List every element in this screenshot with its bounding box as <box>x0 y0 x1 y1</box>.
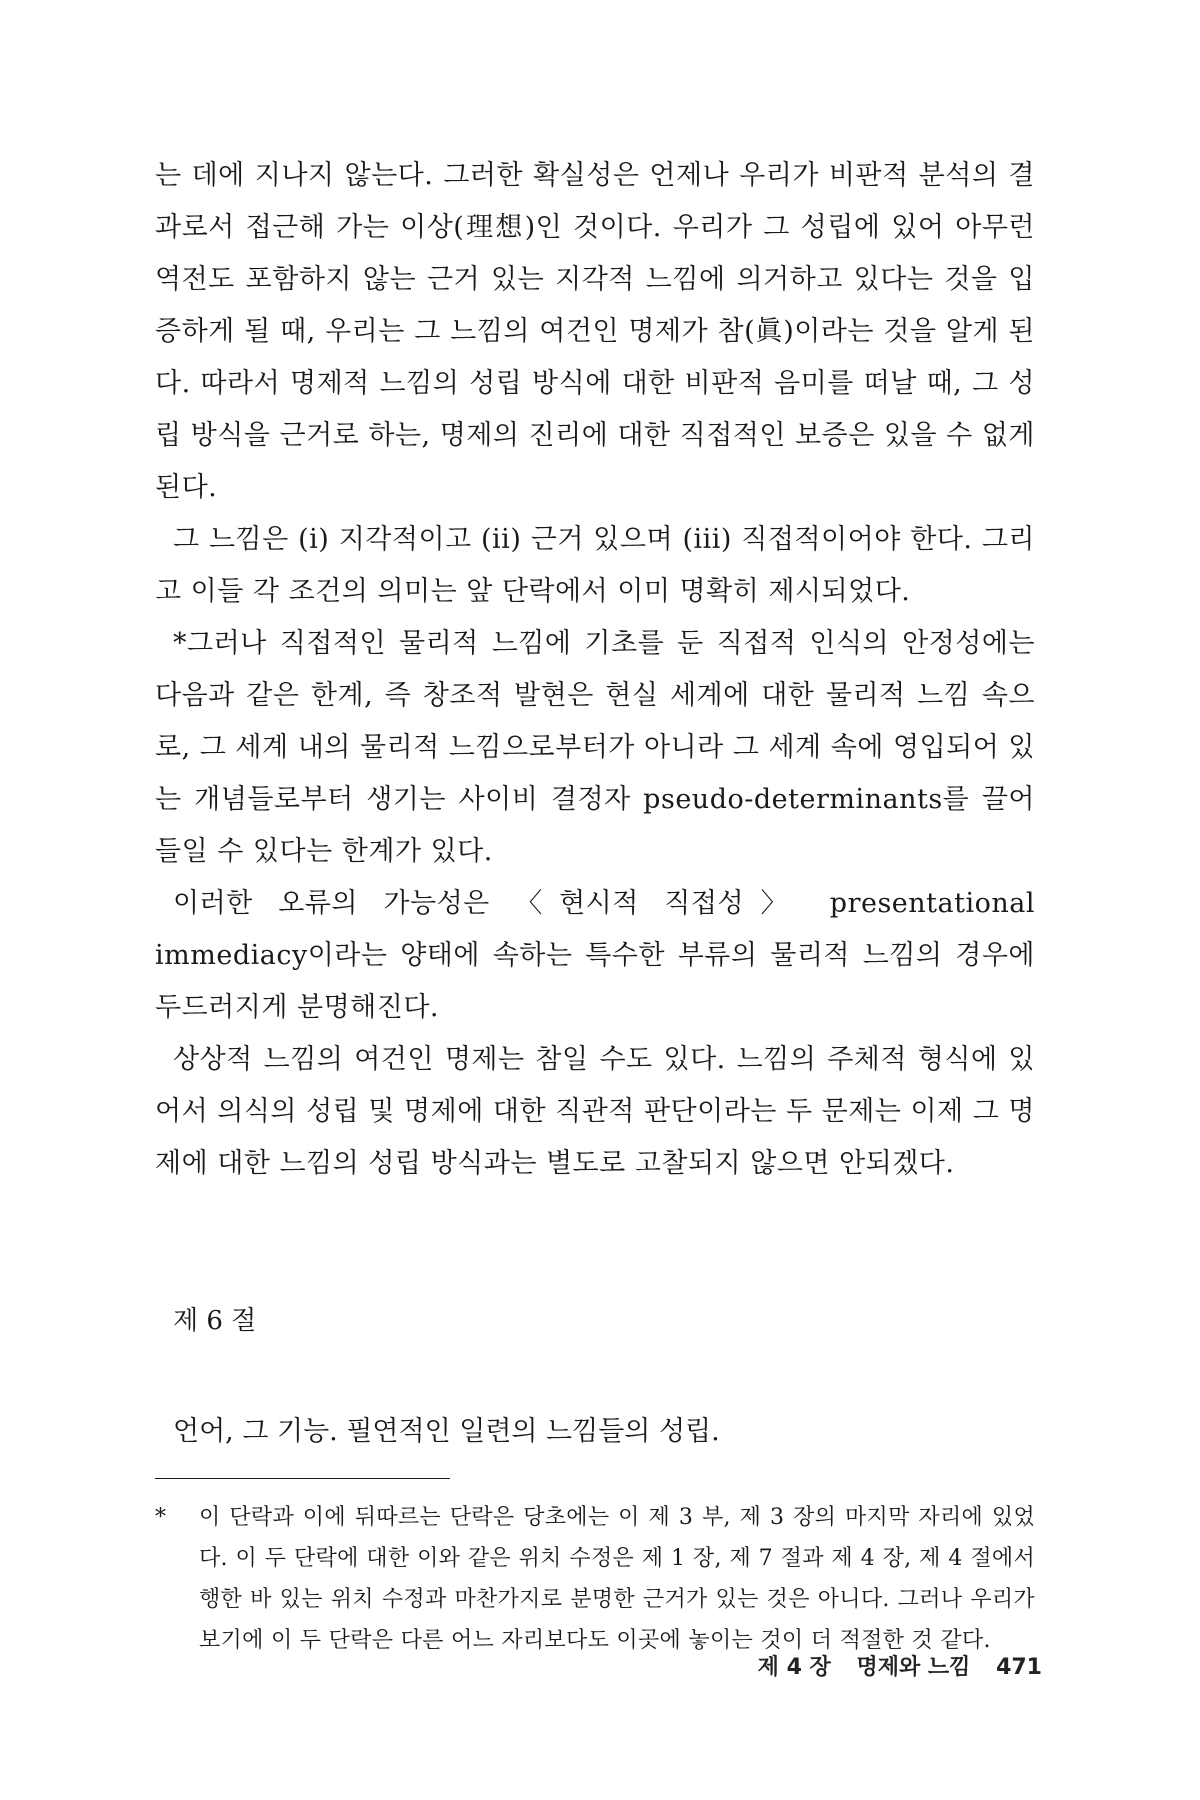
footnote-marker: * <box>155 1505 167 1530</box>
page-content <box>155 150 1035 1661</box>
footer-chapter-title: 명제와 느낌 <box>856 1655 971 1680</box>
body-paragraph-2: 그 느낌은 (i) 지각적이고 (ii) 근거 있으며 (iii) 직접적이어야 한다. 그리고 이들 각 조건의 의미는 앞 단락에서 이미 명확히 제시되었다. <box>155 524 1035 607</box>
body-paragraph-3: *그러나 직접적인 물리적 느낌에 기초를 둔 직접적 인식의 안정성에는 다음과 같은 한계, 즉 창조적 발현은 현실 세계에 대한 물리적 느낌 속으로, 그 세계 내의 물리적 느낌으로부터가 아니라 그 세계 속에 영입되어 있는 개념들로부터 생기는 사이비 결정자 pseudo-determinants를 끌어들일 수 있다는 한계가 있다. <box>155 628 1035 867</box>
running-footer <box>758 1650 1042 1681</box>
footer-chapter: 제 4 장 <box>757 1655 831 1680</box>
body-paragraph-5: 상상적 느낌의 여건인 명제는 참일 수도 있다. 느낌의 주체적 형식에 있어서 의식의 성립 및 명제에 대한 직관적 판단이라는 두 문제는 이제 그 명제에 대한 느낌의 성립 방식과는 별도로 고찰되지 않으면 안되겠다. <box>155 1044 1035 1179</box>
page-number: 471 <box>996 1655 1042 1680</box>
body-paragraph-1: 는 데에 지나지 않는다. 그러한 확실성은 언제나 우리가 비판적 분석의 결과로서 접근해 가는 이상(理想)인 것이다. 우리가 그 성립에 있어 아무런 역전도 포함하지 않는 근거 있는 지각적 느낌에 의거하고 있다는 것을 입증하게 될 때, 우리는 그 느낌의 여건인 명제가 참(眞)이라는 것을 알게 된다. 따라서 명제적 느낌의 성립 방식에 대한 비판적 음미를 떠날 때, 그 성립 방식을 근거로 하는, 명제의 진리에 대한 직접적인 보증은 있을 수 없게 된다. <box>155 160 1035 503</box>
footnote <box>155 1497 1035 1661</box>
footnote-text: 이 단락과 이에 뒤따르는 단락은 당초에는 이 제 3 부, 제 3 장의 마지막 자리에 있었다. 이 두 단락에 대한 이와 같은 위치 수정은 제 1 장, 제 7 절과 제 4 장, 제 4 절에서 행한 바 있는 위치 수정과 마찬가지로 분명한 근거가 있는 것은 아니다. 그러나 우리가 보기에 이 두 단락은 다른 어느 자리보다도 이곳에 놓이는 것이 더 적절한 것 같다. <box>199 1505 1035 1653</box>
body-paragraph-4: 이러한 오류의 가능성은 〈현시적 직접성〉 presentational immediacy이라는 양태에 속하는 특수한 부류의 물리적 느낌의 경우에 두드러지게 분명해진다. <box>155 888 1035 1023</box>
section-label: 제 6 절 <box>173 1306 257 1336</box>
section-title: 언어, 그 기능. 필연적인 일련의 느낌들의 성립. <box>173 1416 720 1447</box>
footnote-divider <box>155 1478 450 1479</box>
